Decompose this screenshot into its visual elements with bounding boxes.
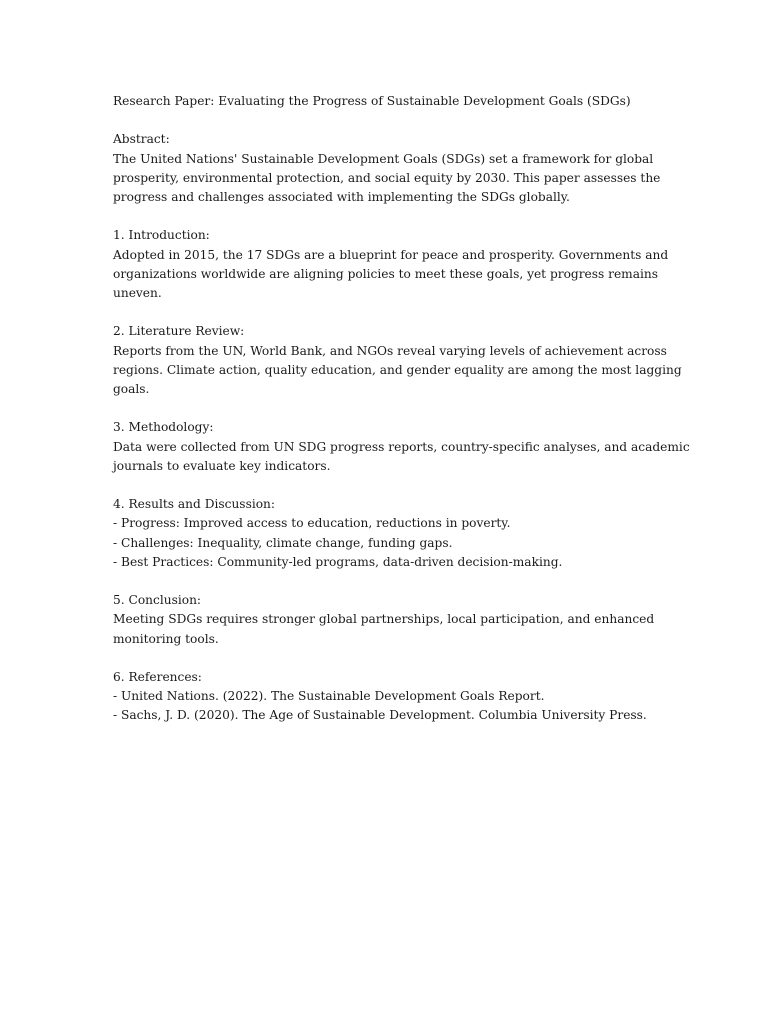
results-line: - Challenges: Inequality, climate change, funding gaps.: [113, 535, 453, 550]
introduction-heading: 1. Introduction:: [113, 228, 210, 243]
spacer: [113, 476, 672, 495]
paper-title: Research Paper: Evaluating the Progress of Sustainable Development Goals (SDGs): [113, 94, 631, 108]
conclusion-line: monitoring tools.: [113, 631, 219, 646]
methodology-line: Data were collected from UN SDG progress reports, country-specific analyses, and academic: [113, 439, 690, 454]
introduction-line: organizations worldwide are aligning policies to meet these goals, yet progress remains: [113, 266, 658, 281]
abstract-section: [113, 130, 672, 207]
introduction-line: uneven.: [113, 286, 162, 300]
results-section: [113, 495, 672, 572]
methodology-section: [113, 418, 690, 476]
results-heading: 4. Results and Discussion:: [113, 497, 276, 512]
conclusion-section: [113, 591, 672, 649]
abstract-line: The United Nations' Sustainable Development Goals (SDGs) set a framework for global: [113, 151, 654, 166]
spacer: [113, 111, 672, 130]
literature-review-section: [113, 322, 682, 399]
literature-review-line: goals.: [113, 382, 150, 396]
literature-review-heading: 2. Literature Review:: [113, 324, 245, 339]
abstract-heading: Abstract:: [113, 132, 170, 147]
spacer: [113, 399, 672, 418]
conclusion-heading: 5. Conclusion:: [113, 593, 202, 608]
spacer: [113, 649, 672, 668]
spacer: [113, 303, 672, 322]
methodology-line: journals to evaluate key indicators.: [113, 458, 331, 473]
abstract-line: prosperity, environmental protection, and social equity by 2030. This paper assesses the: [113, 170, 661, 185]
literature-review-line: regions. Climate action, quality education, and gender equality are among the most lagging: [113, 362, 682, 377]
references-section: [113, 668, 672, 726]
references-heading: 6. References:: [113, 669, 202, 684]
methodology-heading: 3. Methodology:: [113, 420, 214, 435]
results-line: - Progress: Improved access to education, reductions in poverty.: [113, 516, 511, 531]
abstract-line: progress and challenges associated with implementing the SDGs globally.: [113, 190, 570, 204]
introduction-section: [113, 226, 672, 303]
reference-item: - United Nations. (2022). The Sustainable Development Goals Report.: [113, 689, 545, 704]
results-line: - Best Practices: Community-led programs, data-driven decision-making.: [113, 554, 563, 569]
spacer: [113, 572, 672, 591]
conclusion-line: Meeting SDGs requires stronger global partnerships, local participation, and enhanced: [113, 612, 655, 627]
spacer: [113, 207, 672, 226]
reference-item: - Sachs, J. D. (2020). The Age of Sustainable Development. Columbia University Press.: [113, 708, 647, 723]
literature-review-line: Reports from the UN, World Bank, and NGOs reveal varying levels of achievement across: [113, 343, 667, 358]
introduction-line: Adopted in 2015, the 17 SDGs are a blueprint for peace and prosperity. Governments and: [113, 247, 669, 262]
